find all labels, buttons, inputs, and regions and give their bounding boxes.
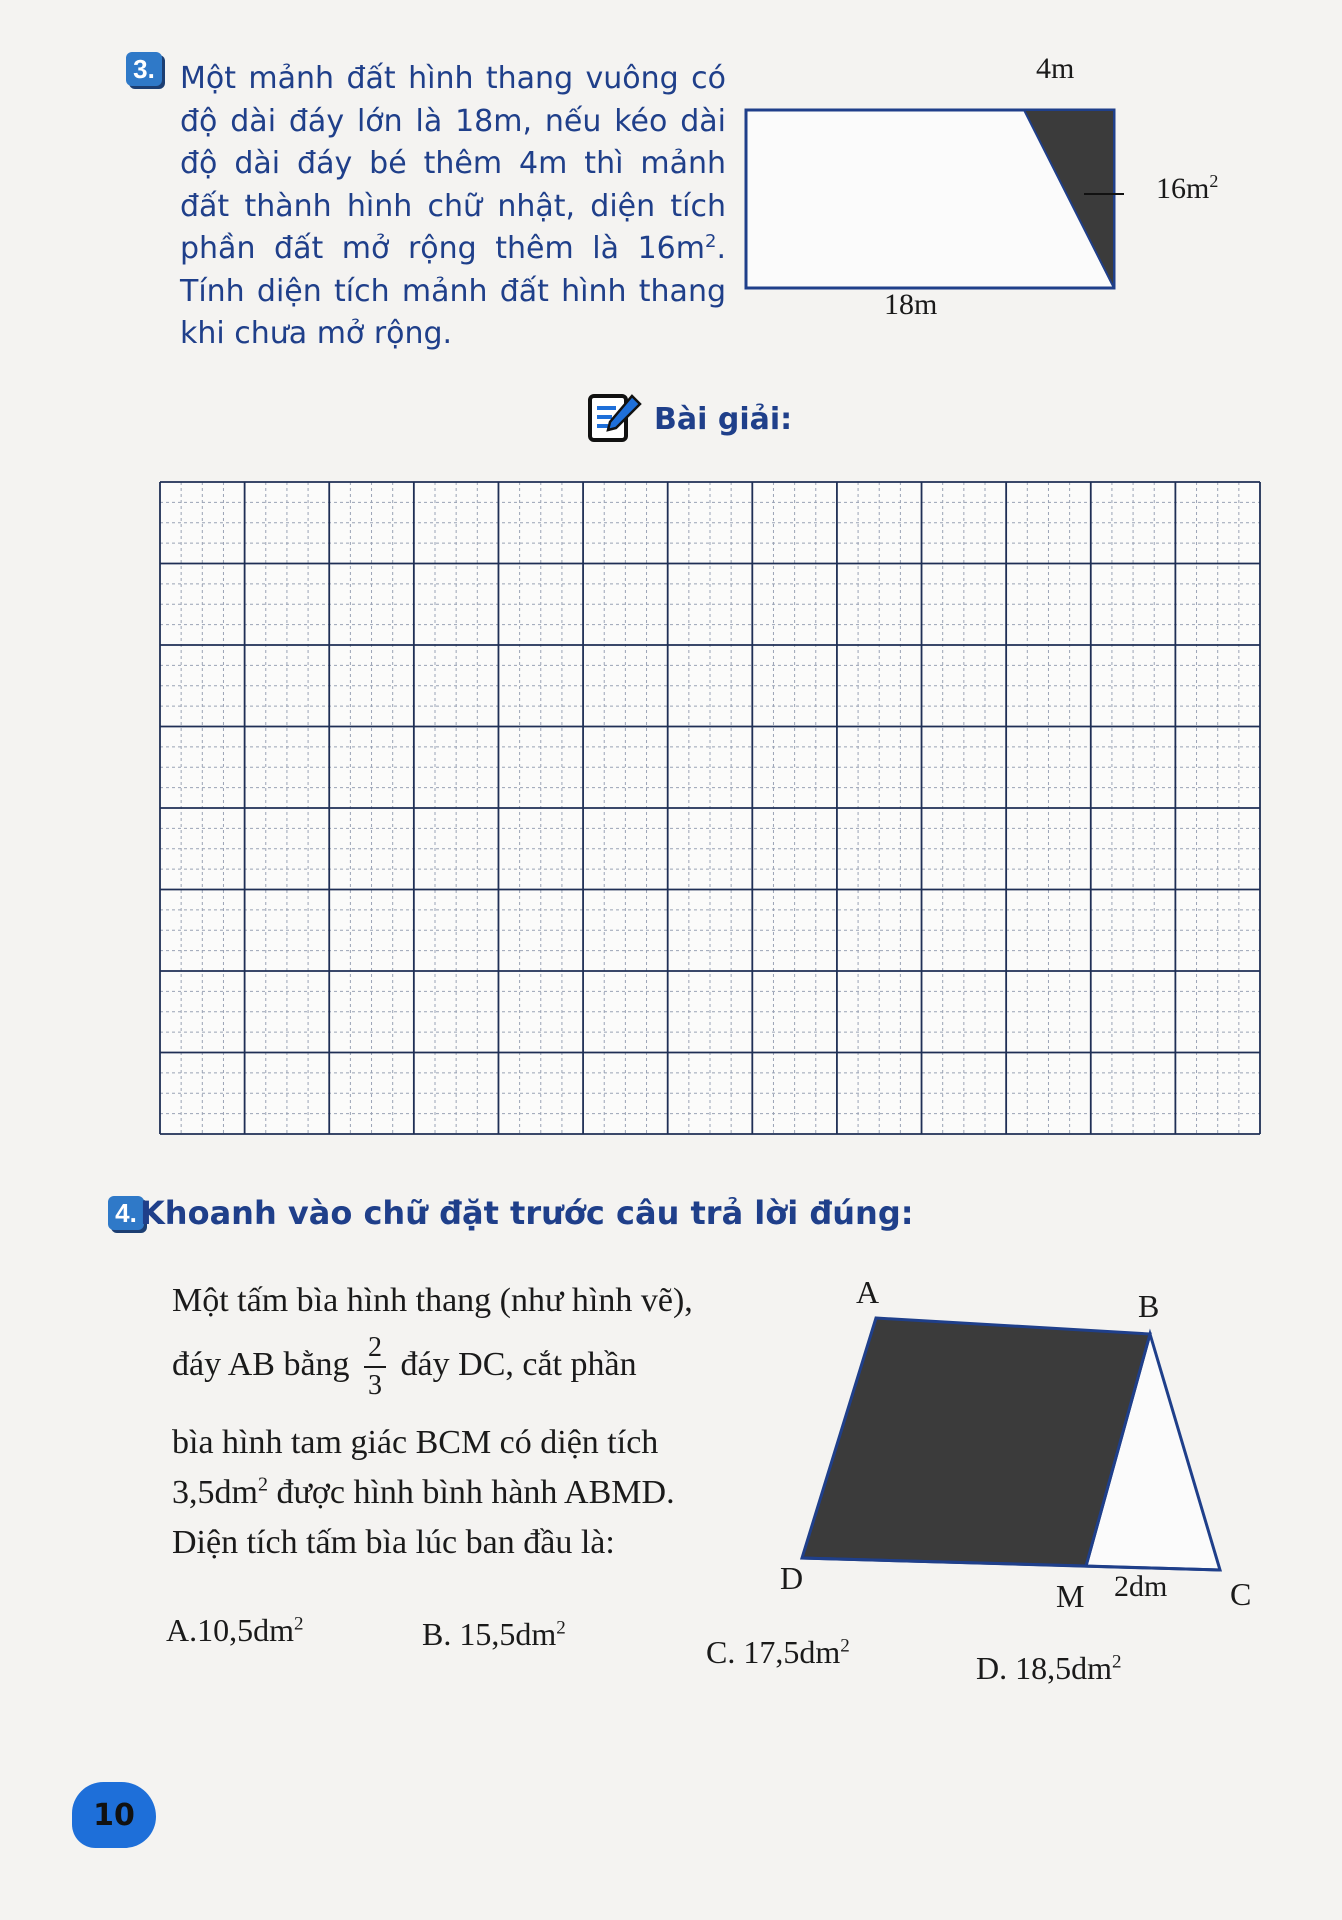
- point-d-label: D: [780, 1560, 804, 1596]
- point-c-label: C: [1230, 1576, 1252, 1612]
- option-a[interactable]: $A.10,5dm^2$: [166, 1612, 304, 1648]
- problem-4-badge: [108, 1196, 144, 1230]
- area-label: $16m^2$: [1156, 171, 1219, 205]
- trapezoid-diagram: [744, 106, 1124, 296]
- bottom-length-label: 18m: [884, 288, 938, 321]
- parallelogram-abmd-shaded: [802, 1318, 1150, 1566]
- notepad-pencil-icon: [586, 390, 642, 446]
- problem-4-line-5: Diện tích tấm bìa lúc ban đầu là:: [172, 1524, 615, 1561]
- problem-3-badge: [126, 52, 162, 86]
- fraction-two-thirds: $\frac{2}{3}$: [364, 1334, 386, 1400]
- problem-4-line-4: $3,5dm^2$ được hình bình hành ABMD.: [172, 1473, 675, 1511]
- problem-3-text: Một mảnh đất hình thang vuông có độ dài đáy lớn là 18m, nếu kéo dài độ dài đáy bé thêm 4m thì mảnh đất thành hình chữ nhật, diện tích phần đất mở rộng thêm là $16m^2$. Tính diện tích mảnh đất hình thang khi chưa mở rộng.: [180, 61, 726, 351]
- problem-3-number: 3.: [133, 53, 155, 84]
- segment-mc-label: 2dm: [1114, 1570, 1168, 1603]
- page-number: 10: [72, 1782, 156, 1848]
- answer-grid[interactable]: [158, 480, 1262, 1136]
- point-m-label: M: [1056, 1578, 1085, 1614]
- point-a-label: A: [856, 1274, 880, 1310]
- problem-4-line-3: bìa hình tam giác BCM có diện tích: [172, 1424, 659, 1461]
- top-length-label: 4m: [1036, 52, 1075, 85]
- option-c[interactable]: C. $17,5dm^2$: [706, 1634, 850, 1670]
- option-d[interactable]: D. $18,5dm^2$: [976, 1650, 1122, 1686]
- problem-4-heading: Khoanh vào chữ đặt trước câu trả lời đúng:: [140, 1194, 914, 1232]
- point-b-label: B: [1138, 1288, 1160, 1324]
- problem-4-number: 4.: [115, 1197, 137, 1228]
- option-b[interactable]: B. $15,5dm^2$: [422, 1616, 566, 1652]
- problem-4-line-1: Một tấm bìa hình thang (như hình vẽ),: [172, 1282, 693, 1319]
- problem-4-line-2: đáy AB bằng $\frac{2}{3}$ đáy DC, cắt phần: [172, 1332, 637, 1401]
- trapezoid-abcd-diagram: [796, 1312, 1236, 1582]
- solution-title: Bài giải:: [654, 402, 793, 437]
